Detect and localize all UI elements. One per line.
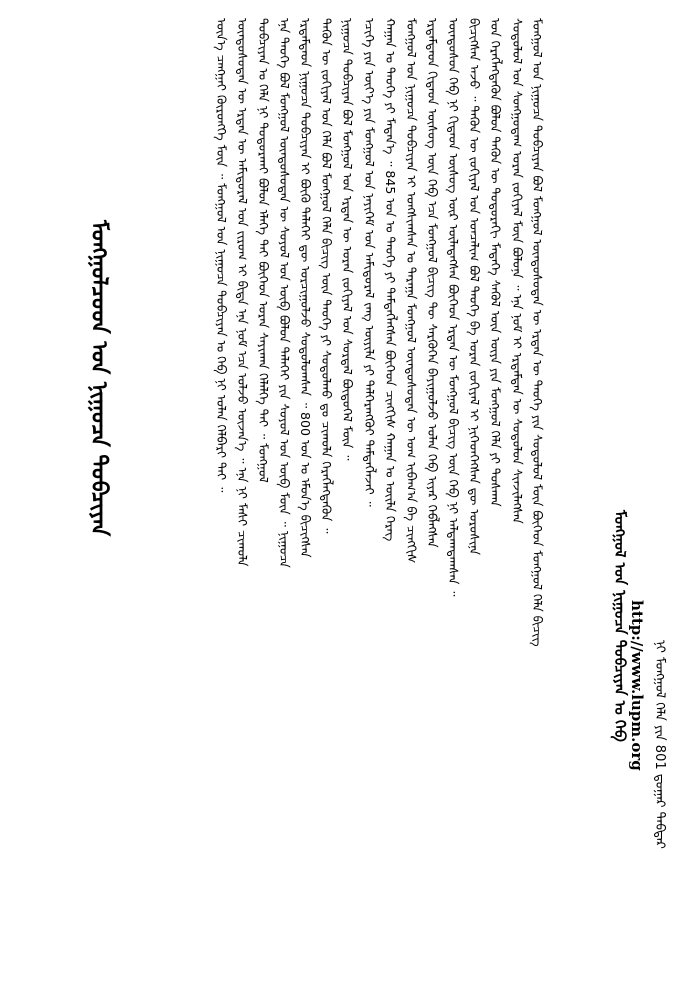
body-column: ᠮᠣᠩᠭᠣᠯ ᠤᠨ ᠨᠢᠭᠤᠴᠠ ᠲᠣᠪᠴᠢᠶᠠᠨ ᠢ ᠤᠩᠰᠢᠭᠰᠠᠨ ᠤ ᠳᠠᠷᠠᠭᠠ ᠮᠣᠩᠭᠣᠯ ᠦᠨᠳᠦᠰᠦᠲᠡᠨ ᠦ ᠤᠭ ᠢᠪᠠᠭ᠎ᠠ ᠪᠠ ᠴᠢᠩᠭᠢᠰ — [404, 18, 419, 564]
source-url: http://www.lupm.org — [628, 600, 646, 771]
body-column: ᠦᠨᠳᠦᠰᠦᠲᠡᠨ ᠦ ᠡᠷᠲᠡᠨ ᠦ ᠠᠮᠢᠳᠤᠷᠠᠯ ᠤᠨ ᠵᠢᠷᠤᠭ ᠢ ᠪᠢᠳᠡ ᠡᠨᠡ ᠨᠣᠮ ᠡᠴᠡ ᠣᠯᠵᠤ ᠦᠵᠡᠨ᠎ᠡ ᠃ ᠡᠨᠡ ᠨᠢ ᠮᠠᠰᠢ ᠴᠢᠬᠤᠯᠠ — [235, 18, 250, 567]
body-column: ᠦᠨ᠎ᠡ ᠴᠠᠩᠭᠠᠢ ᠬᠥᠷᠥᠩᠭᠡ ᠮᠥᠨ ᠃ ᠮᠣᠩᠭᠣᠯ ᠤᠨ ᠨᠢᠭᠤᠴᠠ ᠲᠣᠪᠴᠢᠶᠠᠨ ᠤ ᠬᠡᠪ ᠨᠢ ᠣᠯᠠᠨ ᠬᠡᠯᠪᠡᠷᠢ ᠲᠡᠢ ᠃ — [214, 18, 229, 493]
body-column: ᠦᠨᠳᠦᠰᠦᠨ ᠬᠡᠪ ᠨᠢ ᠬᠢᠲᠠᠳ ᠦᠰᠦᠭ ᠦᠷ ᠦᠯᠡᠳᠡᠭᠰᠡᠨ ᠪᠥᠭᠡᠳ ᠡᠷᠲᠡᠨ ᠦ ᠮᠣᠩᠭᠣᠯ ᠪᠢᠴᠢᠭ ᠦᠨ ᠬᠡᠪ ᠨᠢ ᠠᠯᠳᠠᠭᠳᠠᠭᠰᠠᠨ ᠃ — [446, 18, 461, 597]
header-source-line: ᠮᠣᠩᠭᠣᠯ ᠤᠨ ᠨᠢᠭᠤᠴᠠ ᠲᠣᠪᠴᠢᠶᠠᠨ ᠤ ᠬᠡᠪ — [611, 510, 629, 742]
document-title: ᠮᠣᠩᠭᠣᠯᠴᠤᠳ ᠤᠨ ᠨᠢᠭᠤᠴᠠ ᠲᠣᠪᠴᠢᠶᠠᠨ — [86, 220, 112, 537]
body-column: ᠡᠷᠳᠡᠮᠲᠡᠳ ᠨᠢᠭᠤᠴᠠ ᠲᠣᠪᠴᠢᠶᠠᠨ ᠢ ᠪᠦᠬᠦ ᠳᠡᠯᠡᠬᠡᠢ ᠳᠦ ᠣᠷᠴᠢᠭᠤᠯᠵᠤ ᠰᠤᠳᠤᠯᠤᠭᠰᠠᠨ ᠃ 800 ᠣᠨ ᠤ ᠡᠮᠦᠨ᠎ᠡ ᠪᠢᠴᠢᠭᠰᠡᠨ — [298, 18, 313, 558]
body-column: ᠨᠢᠭᠤᠴᠠ ᠲᠣᠪᠴᠢᠶᠠᠨ ᠪᠣᠯ ᠮᠣᠩᠭᠣᠯ ᠤᠨ ᠡᠷᠲᠡᠨ ᠦ ᠤᠷᠠᠨ ᠵᠣᠬᠢᠶᠠᠯ ᠤᠨ ᠰᠤᠷᠲᠠᠯ ᠪᠦᠲᠦᠭᠡᠯ ᠮᠥᠨ ᠃ — [340, 18, 355, 461]
body-column: ᠲᠣᠪᠴᠢᠶᠠᠨ ᠤ ᠬᠡᠯᠡ ᠨᠢ ᠲᠣᠳᠤᠷᠬᠠᠶ ᠪᠣᠯᠤᠨ ᠡᠯᠡᠭᠡ ᠲᠡᠢ ᠪᠥᠭᠡᠳ ᠤᠷᠠᠨ ᠰᠠᠶᠢᠬᠠᠨ ᠬᠡᠯᠡᠯᠭᠡ ᠲᠡᠢ ᠃ ᠮᠣᠩᠭᠣᠯ — [256, 18, 271, 483]
body-column: ᠤᠨ ᠬᠡᠷᠡᠭᠯᠡᠭᠳᠡᠬᠦᠨ ᠪᠣᠯᠤᠨ ᠲᠡᠭᠦᠨ ᠦ ᠳᠣᠲᠣᠷᠠᠬᠢ ᠮᠡᠳᠡᠭᠡ ᠰᠡᠭᠦᠯ ᠦᠨ ᠦᠶᠡ ᠶᠢᠨ ᠮᠣᠩᠭᠣᠯ ᠬᠡᠯᠡ ᠶᠢ ᠲᠤᠰᠬᠠᠨ — [488, 18, 503, 507]
body-column: ᠡᠴᠢᠭᠡ ᠶᠢᠨ ᠦᠶ᠎ᠡ ᠶᠢᠨ ᠮᠣᠩᠭᠣᠯ ᠤᠨ ᠨᠡᠶᠢᠭᠡᠮ ᠤᠨ ᠠᠮᠢᠳᠤᠷᠠᠯ ᠵᠠᠩ ᠦᠶᠢᠯᠡ ᠶᠢ ᠳᠡᠯᠭᠡᠷᠡᠩᠭᠦᠢ ᠲᠡᠮᠳᠡᠭᠯᠡᠵᠡᠢ ᠃ — [362, 18, 377, 507]
body-column: ᠮᠣᠩᠭᠣᠯ ᠤᠨ ᠨᠢᠭᠤᠴᠠ ᠲᠣᠪᠴᠢᠶᠠᠨ ᠪᠣᠯ ᠮᠣᠩᠭᠣᠯ ᠦᠨᠳᠦᠰᠦᠲᠡᠨ ᠦ ᠡᠷᠲᠡᠨ ᠦ ᠲᠡᠦᠬᠡ ᠶᠢᠨ ᠰᠤᠳᠤᠯᠤᠯ ᠮᠥᠨ ᠪᠥᠭᠡᠳ ᠮᠣᠩᠭᠣᠯ ᠬᠡᠯᠡ ᠪᠢᠴᠢᠭ — [530, 18, 545, 647]
body-column: ᠡᠷᠳᠡᠮᠲᠡᠳ ᠬᠢᠲᠠᠳ ᠦᠰᠦᠭ ᠦᠨ ᠬᠡᠪ ᠡᠴᠡ ᠮᠣᠩᠭᠣᠯ ᠪᠢᠴᠢᠭ ᠲᠦ ᠰᠡᠷᠭᠦᠭᠡᠨ ᠪᠠᠶᠢᠭᠤᠯᠵᠤ ᠣᠯᠠᠨ ᠬᠡᠪ ᠢᠶᠡᠷ ᠬᠡᠪᠯᠡᠭᠰᠡᠨ — [425, 18, 440, 548]
body-column: ᠪᠢᠴᠢᠭᠰᠡᠨ ᠠᠵᠤ ᠃ ᠲᠡᠭᠦᠨ ᠦ ᠵᠣᠬᠢᠶᠠᠯ ᠤᠨ ᠣᠨᠴᠠᠯᠢᠭ ᠪᠣᠯ ᠲᠡᠦᠬᠡ ᠪᠠ ᠤᠷᠠᠨ ᠵᠣᠬᠢᠶᠠᠯ ᠢ ᠨᠢᠭᠡᠳᠭᠡᠭᠰᠡᠨ ᠳᠦ ᠣᠷᠣᠰᠢᠨᠠ — [467, 18, 482, 555]
body-column: ᠰᠤᠳᠤᠯᠤᠯ ᠤᠨ ᠰᠣᠩᠭᠣᠳᠠᠭ ᠤᠷᠠᠨ ᠵᠣᠬᠢᠶᠠᠯ ᠮᠥᠨ ᠪᠣᠯᠤᠨᠠ ᠃ ᠡᠨᠡ ᠨᠣᠮ ᠢ ᠡᠷᠳᠡᠮᠲᠡᠨ ᠦ ᠰᠤᠳᠤᠯᠤᠨ ᠰᠢᠨᠵᠢᠯᠡᠭᠰᠡᠨ — [510, 18, 525, 524]
body-column: ᠬᠠᠭᠠᠨ ᠤ ᠲᠡᠦᠬᠡ ᠶᠢ ᠮᠡᠳᠡᠨ᠎ᠡ ᠃ 845 ᠣᠨ ᠤ ᠲᠡᠦᠬᠡ ᠶᠢ ᠲᠡᠮᠳᠡᠭᠯᠡᠭᠰᠡᠨ ᠪᠥᠭᠡᠳ ᠴᠢᠩᠭᠢᠰ ᠬᠠᠭᠠᠨ ᠤ ᠦᠢᠯᠡ ᠬᠡᠷᠡᠭ — [383, 18, 398, 542]
header-number-line: ᠨᠢ ᠮᠣᠩᠭᠣᠯ ᠬᠡᠯᠡ ᠶᠢᠨ 801 ᠳ᠋ᠤᠭᠠᠷ ᠳᠡᠪᠲᠡᠷ — [652, 640, 667, 849]
body-column: ᠲᠡᠭᠦᠨ ᠦ ᠵᠣᠬᠢᠶᠠᠯ ᠤᠨ ᠬᠡᠯᠡ ᠪᠣᠯ ᠮᠣᠩᠭᠣᠯ ᠬᠡᠯᠡ ᠪᠢᠴᠢᠭ ᠦᠨ ᠲᠡᠦᠬᠡ ᠶᠢ ᠰᠤᠳᠤᠯᠬᠤ ᠳᠤ ᠴᠢᠬᠤᠯᠠ ᠬᠡᠷᠡᠭᠯᠡᠭᠳᠡᠬᠦᠨ ᠃ — [319, 18, 334, 534]
body-column: ᠡᠨᠡ ᠲᠡᠦᠬᠡ ᠪᠣᠯ ᠮᠣᠩᠭᠣᠯ ᠦᠨᠳᠦᠰᠦᠲᠡᠨ ᠦ ᠰᠣᠶᠣᠯ ᠤᠨ ᠥᠪ ᠪᠣᠯᠤᠨ ᠳᠡᠯᠡᠬᠡᠢ ᠶᠢᠨ ᠰᠣᠶᠣᠯ ᠤᠨ ᠥᠪ ᠮᠥᠨ ᠃ ᠨᠢᠭᠤᠴᠠ — [277, 18, 292, 568]
